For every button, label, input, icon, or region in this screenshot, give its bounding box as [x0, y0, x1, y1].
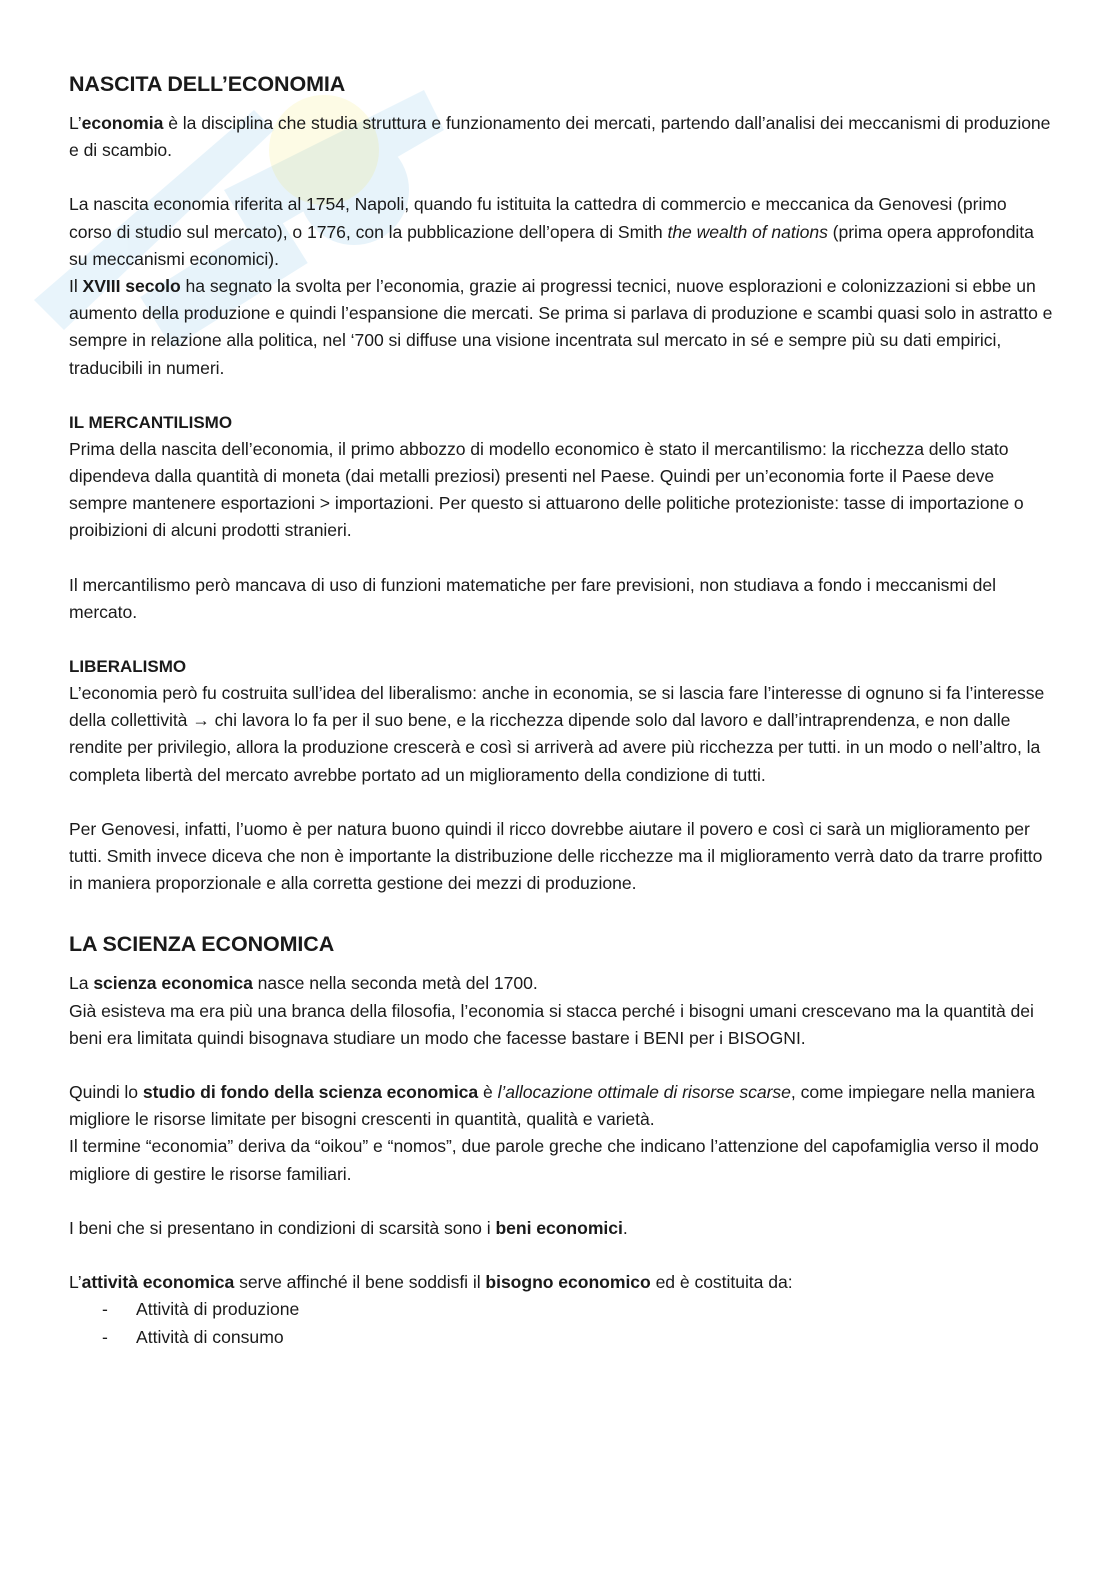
section-title-liberalismo: LIBERALISMO: [69, 657, 187, 677]
paragraph-xviii-secolo: Il XVIII secolo ha segnato la svolta per l’economia, grazie ai progressi tecnici, nuove esplorazioni e colonizzazioni si ebbe un aumento della produzione e quindi l’espansione die mercati. Se prima si parlava di produzione e scambi quasi solo in astratto e sempre in relazione alla politica, nel ‘700 si diffuse una visione incentrata sul mercato in sé e sempre più su dati empirici, traducibili in numeri.: [69, 276, 1053, 378]
paragraph-mercantilismo-2: Il mercantilismo però mancava di uso di funzioni matematiche per fare previsioni, non studiava a fondo i meccanismi del mercato.: [69, 574, 996, 622]
paragraph-definition: L’economia è la disciplina che studia struttura e funzionamento dei mercati, partendo dall’analisi dei meccanismi di produzione e di scambio.: [69, 113, 1051, 161]
document-content: [69, 68, 1054, 1351]
activity-list: [69, 1296, 1054, 1350]
paragraph-liberalismo-1: L’economia però fu costruita sull’idea del liberalismo: anche in economia, se si lascia fare l’interesse di ognuno si fa l’interesse della collettività → chi lavora lo fa per il suo bene, e la ricchezza dipende solo dal lavoro e dall’intraprendenza, e non dalle rendite per privilegio, allora la produzione crescerà e così si arriverà ad avere più ricchezza per tutti. in un modo o nell’altro, la completa libertà del mercato avrebbe portato ad un miglioramento della condizione di tutti.: [69, 683, 1045, 785]
paragraph-mercantilismo-1: Prima della nascita dell’economia, il primo abbozzo di modello economico è stato il mercantilismo: la ricchezza dello stato dipendeva dalla quantità di moneta (dai metalli preziosi) presenti nel Paese. Quindi per un’economia forte il Paese deve sempre mantenere esportazioni > importazioni. Per questo si attuarono delle politiche protezioniste: tasse di importazione o proibizioni di alcuni prodotti stranieri.: [69, 438, 1024, 541]
paragraph-scienza-2: Già esisteva ma era più una branca della filosofia, l’economia si stacca perché i bisogni umani crescevano ma la quantità dei beni era limitata quindi bisognava studiare un modo che facesse bastare i BENI per i BISOGNI.: [69, 1000, 1034, 1048]
paragraph-attivita-economica: L’attività economica serve affinché il bene soddisfi il bisogno economico ed è costituita da:: [69, 1272, 793, 1293]
section-title-mercantilismo: IL MERCANTILISMO: [69, 412, 233, 432]
paragraph-scienza-4: Il termine “economia” deriva da “oikou” e “nomos”, due parole greche che indicano l’attenzione del capofamiglia verso il modo migliore di gestire le risorse familiari.: [69, 1136, 1039, 1184]
section-title-scienza: LA SCIENZA ECONOMICA: [69, 932, 335, 957]
paragraph-scienza-1: La scienza economica nasce nella seconda metà del 1700.: [69, 973, 538, 994]
paragraph-scienza-3: Quindi lo studio di fondo della scienza economica è l’allocazione ottimale di risorse scarse, come impiegare nella maniera migliore le risorse limitate per bisogni crescenti in quantità, qualità e varietà.: [69, 1082, 1035, 1130]
list-item: - Attività di consumo: [69, 1324, 1054, 1351]
paragraph-beni-economici: I beni che si presentano in condizioni di scarsità sono i beni economici.: [69, 1217, 628, 1238]
list-item: - Attività di produzione: [69, 1296, 1054, 1323]
paragraph-origin: La nascita economia riferita al 1754, Napoli, quando fu istituita la cattedra di commercio e meccanica da Genovesi (primo corso di studio sul mercato), o 1776, con la pubblicazione dell’opera di Smith the wealth of nations (prima opera approfondita su meccanismi economici).: [69, 194, 1034, 269]
paragraph-liberalismo-2: Per Genovesi, infatti, l’uomo è per natura buono quindi il ricco dovrebbe aiutare il povero e così ci sarà un miglioramento per tutti. Smith invece diceva che non è importante la distribuzione delle ricchezze ma il miglioramento verrà dato da trarre profitto in maniera proporzionale e alla corretta gestione dei mezzi di produzione.: [69, 818, 1043, 894]
arrow-right-icon: →: [192, 710, 210, 731]
section-title-nascita: NASCITA DELL’ECONOMIA: [69, 72, 346, 96]
